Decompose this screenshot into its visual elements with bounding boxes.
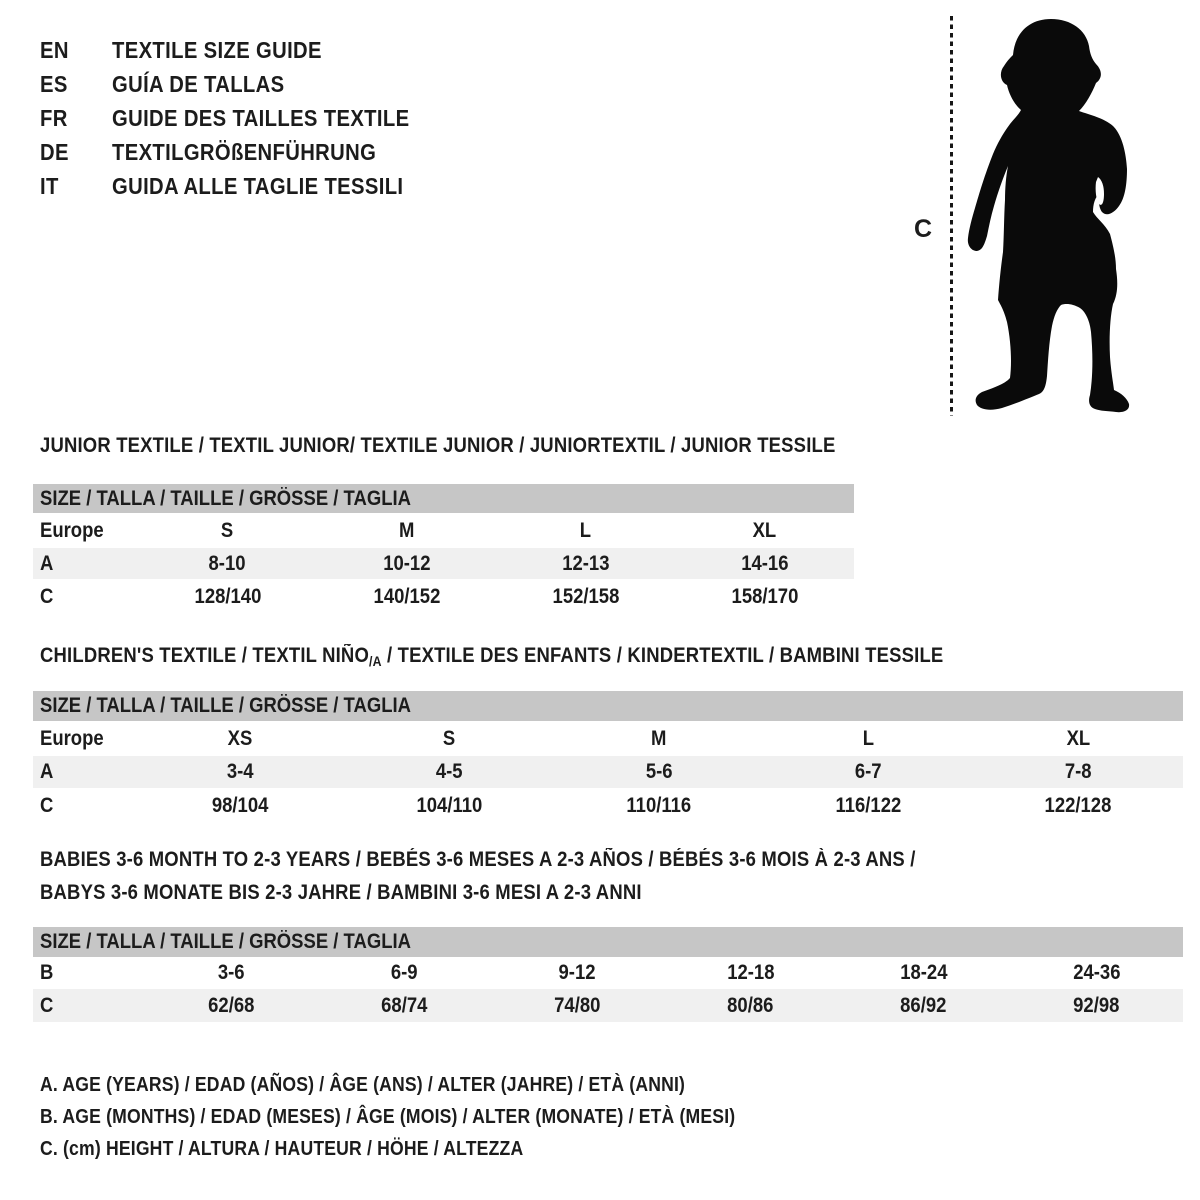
babies-table-header [33, 927, 1183, 957]
row-label: C [40, 584, 54, 608]
table-cell: 98/104 [211, 793, 269, 817]
table-cell: 24-36 [1072, 961, 1121, 984]
row-label: A [40, 760, 54, 783]
table-cell: 9-12 [559, 961, 596, 984]
height-measure-figure [890, 0, 1170, 430]
table-cell: XS [227, 726, 253, 750]
table-cell: 7-8 [1064, 760, 1092, 783]
children-title-part2: / TEXTILE DES ENFANTS / KINDERTEXTIL / BAMBINI TESSILE [381, 644, 944, 667]
table-cell: 4-5 [436, 760, 463, 783]
row-label: A [40, 551, 54, 575]
babies-title-line1: BABIES 3-6 MONTH TO 2-3 YEARS / BEBÉS 3-6 MESES A 2-3 AÑOS / BÉBÉS 3-6 MOIS À 2-3 ANS / [40, 848, 916, 871]
children-size-table [33, 691, 1183, 823]
table-cell: S [443, 726, 456, 750]
row-label: B [40, 961, 54, 984]
table-cell: 104/110 [416, 793, 483, 817]
children-title-part1: CHILDREN'S TEXTILE / TEXTIL NIÑO [40, 644, 369, 667]
table-cell: M [398, 518, 415, 542]
table-cell: 74/80 [554, 993, 601, 1017]
lang-row-en [40, 33, 450, 67]
row-label: C [40, 793, 54, 817]
table-cell: 128/140 [194, 584, 261, 608]
table-cell: 3-6 [218, 961, 245, 984]
lang-label-fr: GUIDE DES TAILLES TEXTILE [112, 104, 410, 131]
row-label: C [40, 993, 54, 1017]
language-header [40, 33, 450, 203]
table-cell: L [862, 726, 875, 750]
lang-code-de: DE [40, 138, 69, 165]
table-cell: M [651, 726, 667, 750]
table-row [33, 548, 854, 579]
lang-row-fr [40, 101, 450, 135]
table-cell: 6-7 [855, 760, 882, 783]
junior-table-header [33, 484, 854, 513]
table-row [33, 989, 1183, 1022]
table-row [33, 957, 1183, 989]
junior-size-table [33, 484, 854, 614]
table-row [33, 721, 1183, 756]
footnote-a: A. AGE (YEARS) / EDAD (AÑOS) / ÂGE (ANS) / ALTER (JAHRE) / ETÀ (ANNI) [40, 1074, 686, 1096]
footnote-c: C. (cm) HEIGHT / ALTURA / HAUTEUR / HÖHE / ALTEZZA [40, 1138, 524, 1160]
lang-code-it: IT [40, 172, 59, 199]
table-cell: 80/86 [727, 993, 774, 1017]
table-cell: 86/92 [900, 993, 947, 1017]
table-row [33, 756, 1183, 788]
table-cell: XL [1066, 726, 1090, 750]
table-cell: 12-18 [726, 961, 775, 984]
toddler-silhouette-icon [963, 14, 1133, 414]
children-table-header [33, 691, 1183, 721]
table-row [33, 579, 854, 614]
table-cell: 62/68 [208, 993, 255, 1017]
table-cell: 122/128 [1044, 793, 1112, 817]
footnote-b: B. AGE (MONTHS) / EDAD (MESES) / ÂGE (MOIS) / ALTER (MONATE) / ETÀ (MESI) [40, 1106, 736, 1128]
height-dashed-line [950, 16, 953, 416]
row-label: Europe [40, 518, 104, 542]
table-row [33, 513, 854, 548]
children-size-header-text: SIZE / TALLA / TAILLE / GRÖSSE / TAGLIA [40, 694, 411, 717]
lang-row-it [40, 169, 450, 203]
babies-size-table [33, 927, 1183, 1022]
babies-size-header-text: SIZE / TALLA / TAILLE / GRÖSSE / TAGLIA [40, 930, 411, 953]
junior-size-header-text: SIZE / TALLA / TAILLE / GRÖSSE / TAGLIA [40, 486, 411, 510]
table-cell: 10-12 [382, 551, 431, 575]
children-title-subscript: /A [368, 653, 382, 669]
lang-row-es [40, 67, 450, 101]
table-cell: 68/74 [381, 993, 428, 1017]
table-row [33, 788, 1183, 823]
lang-label-de: TEXTILGRÖßENFÜHRUNG [112, 138, 377, 165]
table-cell: S [221, 518, 234, 542]
table-cell: 8-10 [209, 551, 246, 575]
lang-code-fr: FR [40, 104, 68, 131]
lang-label-it: GUIDA ALLE TAGLIE TESSILI [112, 172, 404, 199]
table-cell: XL [752, 518, 777, 542]
height-line-label: C [913, 215, 933, 243]
children-section-title [40, 644, 1067, 669]
lang-code-en: EN [40, 36, 69, 63]
lang-row-de [40, 135, 450, 169]
junior-section-title [40, 434, 944, 458]
junior-title-text: JUNIOR TEXTILE / TEXTIL JUNIOR/ TEXTILE JUNIOR / JUNIORTEXTIL / JUNIOR TESSILE [40, 434, 836, 457]
table-cell: 5-6 [645, 760, 673, 783]
babies-section-title [40, 848, 1035, 914]
table-cell: 110/116 [626, 793, 692, 817]
children-title-text [40, 644, 943, 669]
lang-label-en: TEXTILE SIZE GUIDE [112, 36, 322, 63]
table-cell: 152/158 [552, 584, 619, 608]
table-cell: 3-4 [226, 760, 254, 783]
lang-code-es: ES [40, 70, 68, 97]
table-cell: 116/122 [835, 793, 902, 817]
table-cell: 18-24 [899, 961, 948, 984]
table-cell: 158/170 [731, 584, 798, 608]
lang-label-es: GUÍA DE TALLAS [112, 70, 285, 97]
table-cell: 140/152 [373, 584, 440, 608]
row-label: Europe [40, 726, 104, 750]
table-cell: 6-9 [391, 961, 418, 984]
table-cell: 92/98 [1073, 993, 1120, 1017]
table-cell: 14-16 [740, 551, 789, 575]
table-cell: 12-13 [561, 551, 610, 575]
table-cell: L [579, 518, 592, 542]
footnotes [40, 1074, 830, 1170]
babies-title-line2: BABYS 3-6 MONATE BIS 2-3 JAHRE / BAMBINI 3-6 MESI A 2-3 ANNI [40, 881, 642, 904]
